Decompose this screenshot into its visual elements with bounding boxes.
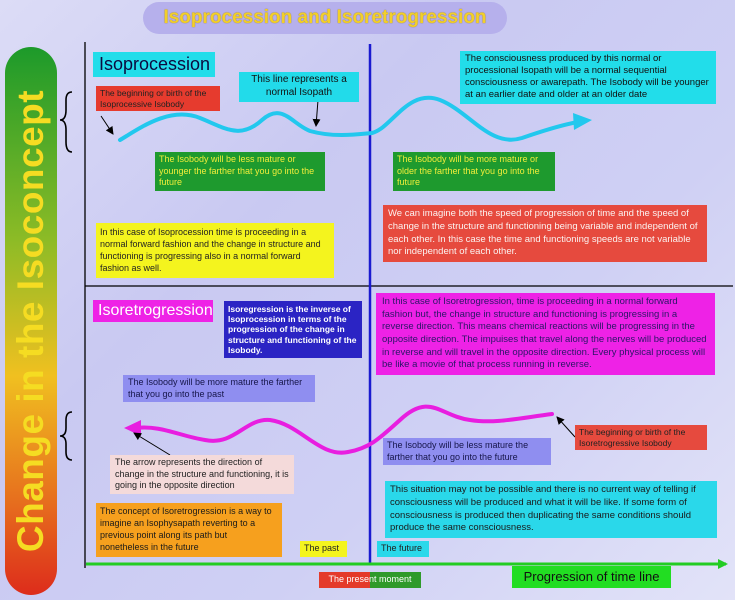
pointer-arrow-beginning-top — [101, 116, 113, 134]
top-more-mature-note: The Isobody will be more mature or older the farther that you go into the future — [393, 152, 555, 191]
top-less-mature-note: The Isobody will be less mature or younger the farther that you go into the future — [155, 152, 325, 191]
time-axis-label: Progression of time line — [512, 566, 671, 588]
y-axis-label: Change in the Isoconcept — [10, 89, 51, 553]
isoprocession-case-note: In this case of Isoprocession time is proceeding in a normal forward fashion and the change in structure and functioning is progressing also in a normal forward fashion as well. — [96, 223, 334, 278]
isoregression-inverse-note: Isoregression is the inverse of Isoprocession in terms of the progression of the change in structure and functioning of the Isobody. — [224, 301, 362, 358]
bottom-brace — [60, 412, 72, 460]
present-moment-label: The present moment — [319, 572, 421, 588]
isoretrogression-case-note: In this case of Isoretrogression, time is proceeding in a normal forward fashion but, the change in structure and functioning is progressing in a reverse direction. This means chemical reactions will be progressing in the opposite direction. The impuises that travel along the nerves will be produced in reverse and will travel in the opposite direction. Every physical process will be like a movie of that process running in reverse. — [376, 293, 715, 375]
isoretrogression-concept-note: The concept of Isoretrogression is a way to imagine an Isophysapath reverting to a previous point along its path but nonetheless in the future — [96, 503, 282, 557]
normal-isopath-arrowhead — [573, 113, 592, 130]
future-label: The future — [377, 541, 429, 557]
isoprocessive-beginning-note: The beginning or birth of the Isoprocessive Isobody — [96, 86, 220, 111]
isoretrogressive-beginning-note: The beginning or birth of the Isoretrogressive Isobody — [575, 425, 707, 450]
bottom-more-mature-note: The Isobody will be more mature the farther that you go into the past — [123, 375, 315, 402]
arrow-direction-note: The arrow represents the direction of change in the structure and functioning, it is going in the opposite direction — [110, 455, 294, 494]
speeds-note: We can imagine both the speed of progression of time and the speed of change in the structure and functioning being variable and independent of each other. In this case the time and functioning speeds are not variable nor independent of each other. — [383, 205, 707, 262]
consciousness-possibility-note: This situation may not be possible and there is no current way of telling if consciousness will be produced and what it will be like. If some form of consciousness is produced then duplicating the same conditions should produce the same consciousness. — [385, 481, 717, 538]
isoretrogression-heading: Isoretrogression — [93, 300, 213, 322]
reverse-isopath-arrowhead — [124, 420, 141, 436]
isoprocession-heading: Isoprocession — [93, 52, 215, 77]
diagram-title: Isoprocession and Isoretrogression — [143, 2, 507, 34]
bottom-less-mature-note: The Isobody will be less mature the farther that you go into the future — [383, 438, 551, 465]
pointer-arrow-line-label — [316, 100, 318, 126]
pointer-arrow-beginning-bottom — [557, 417, 575, 437]
past-label: The past — [300, 541, 347, 557]
pointer-arrow-arrow-text — [134, 433, 170, 455]
consciousness-note: The consciousness produced by this normal or processional Isopath will be a normal sequential consciousness or awarepath. The Isobody will be younger at an earlier date and older at an older date — [460, 51, 716, 104]
top-brace — [60, 92, 72, 152]
normal-isopath-label: This line represents a normal Isopath — [239, 72, 359, 102]
